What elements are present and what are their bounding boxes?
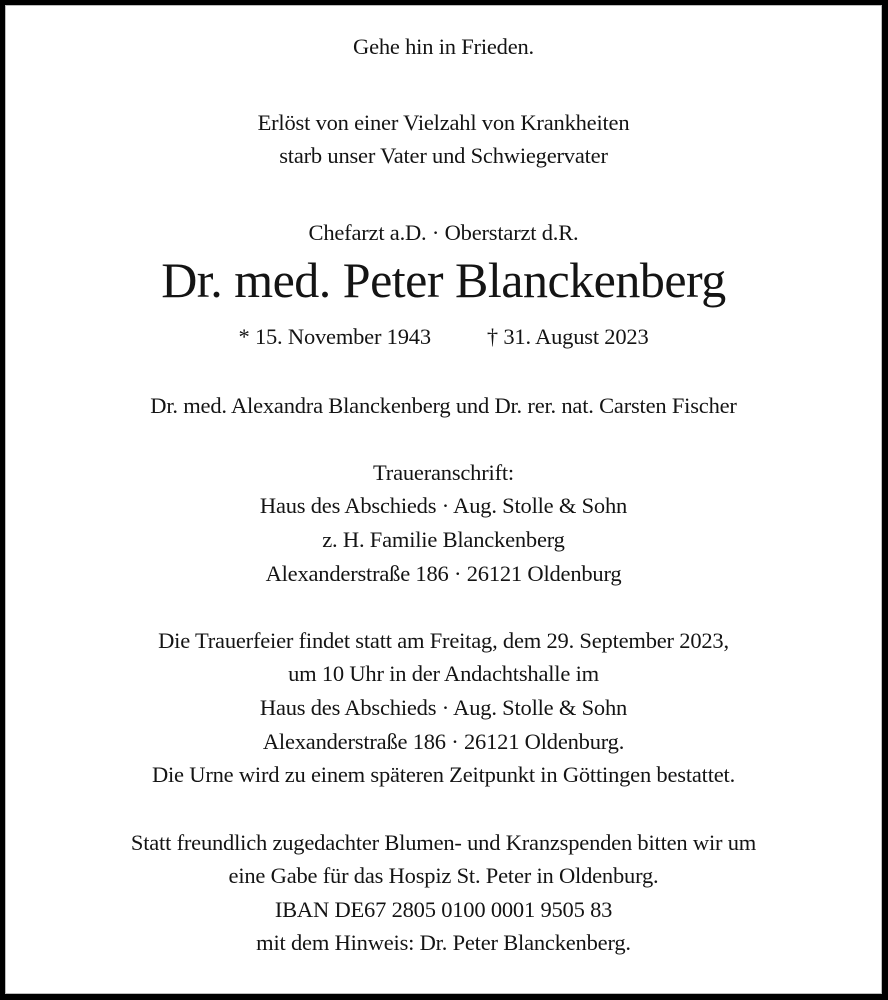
birth-date: * 15. November 1943 bbox=[238, 324, 431, 349]
donation-line-2: eine Gabe für das Hospiz St. Peter in Oldenburg. bbox=[228, 863, 659, 888]
donation-reference: mit dem Hinweis: Dr. Peter Blanckenberg. bbox=[256, 930, 631, 955]
deceased-titles: Chefarzt a.D. · Oberstarzt d.R. bbox=[308, 220, 579, 245]
ceremony-line-3: Haus des Abschieds · Aug. Stolle & Sohn bbox=[259, 695, 628, 720]
ceremony-line-1: Die Trauerfeier findet statt am Freitag, dem 29. September 2023, bbox=[158, 628, 729, 653]
ceremony-line-5: Die Urne wird zu einem späteren Zeitpunkt in Göttingen bestattet. bbox=[151, 762, 736, 787]
address-line-2: z. H. Familie Blanckenberg bbox=[322, 527, 565, 552]
ceremony-line-2: um 10 Uhr in der Andachtshalle im bbox=[288, 661, 599, 686]
mourners: Dr. med. Alexandra Blanckenberg und Dr. rer. nat. Carsten Fischer bbox=[150, 393, 737, 418]
address-line-3: Alexanderstraße 186 · 26121 Oldenburg bbox=[265, 561, 622, 586]
intro-line-1: Erlöst von einer Vielzahl von Krankheiten bbox=[257, 110, 630, 135]
intro-line-2: starb unser Vater und Schwiegervater bbox=[279, 143, 608, 168]
address-label: Traueranschrift: bbox=[373, 460, 514, 485]
deceased-name: Dr. med. Peter Blanckenberg bbox=[161, 252, 726, 308]
obituary-frame bbox=[5, 5, 882, 994]
life-dates bbox=[6, 322, 881, 352]
death-date: † 31. August 2023 bbox=[486, 324, 649, 349]
motto: Gehe hin in Frieden. bbox=[353, 34, 534, 59]
donation-iban: IBAN DE67 2805 0100 0001 9505 83 bbox=[274, 897, 613, 922]
address-line-1: Haus des Abschieds · Aug. Stolle & Sohn bbox=[259, 493, 628, 518]
ceremony-line-4: Alexanderstraße 186 · 26121 Oldenburg. bbox=[262, 729, 625, 754]
donation-line-1: Statt freundlich zugedachter Blumen- und Kranzspenden bitten wir um bbox=[130, 830, 757, 855]
